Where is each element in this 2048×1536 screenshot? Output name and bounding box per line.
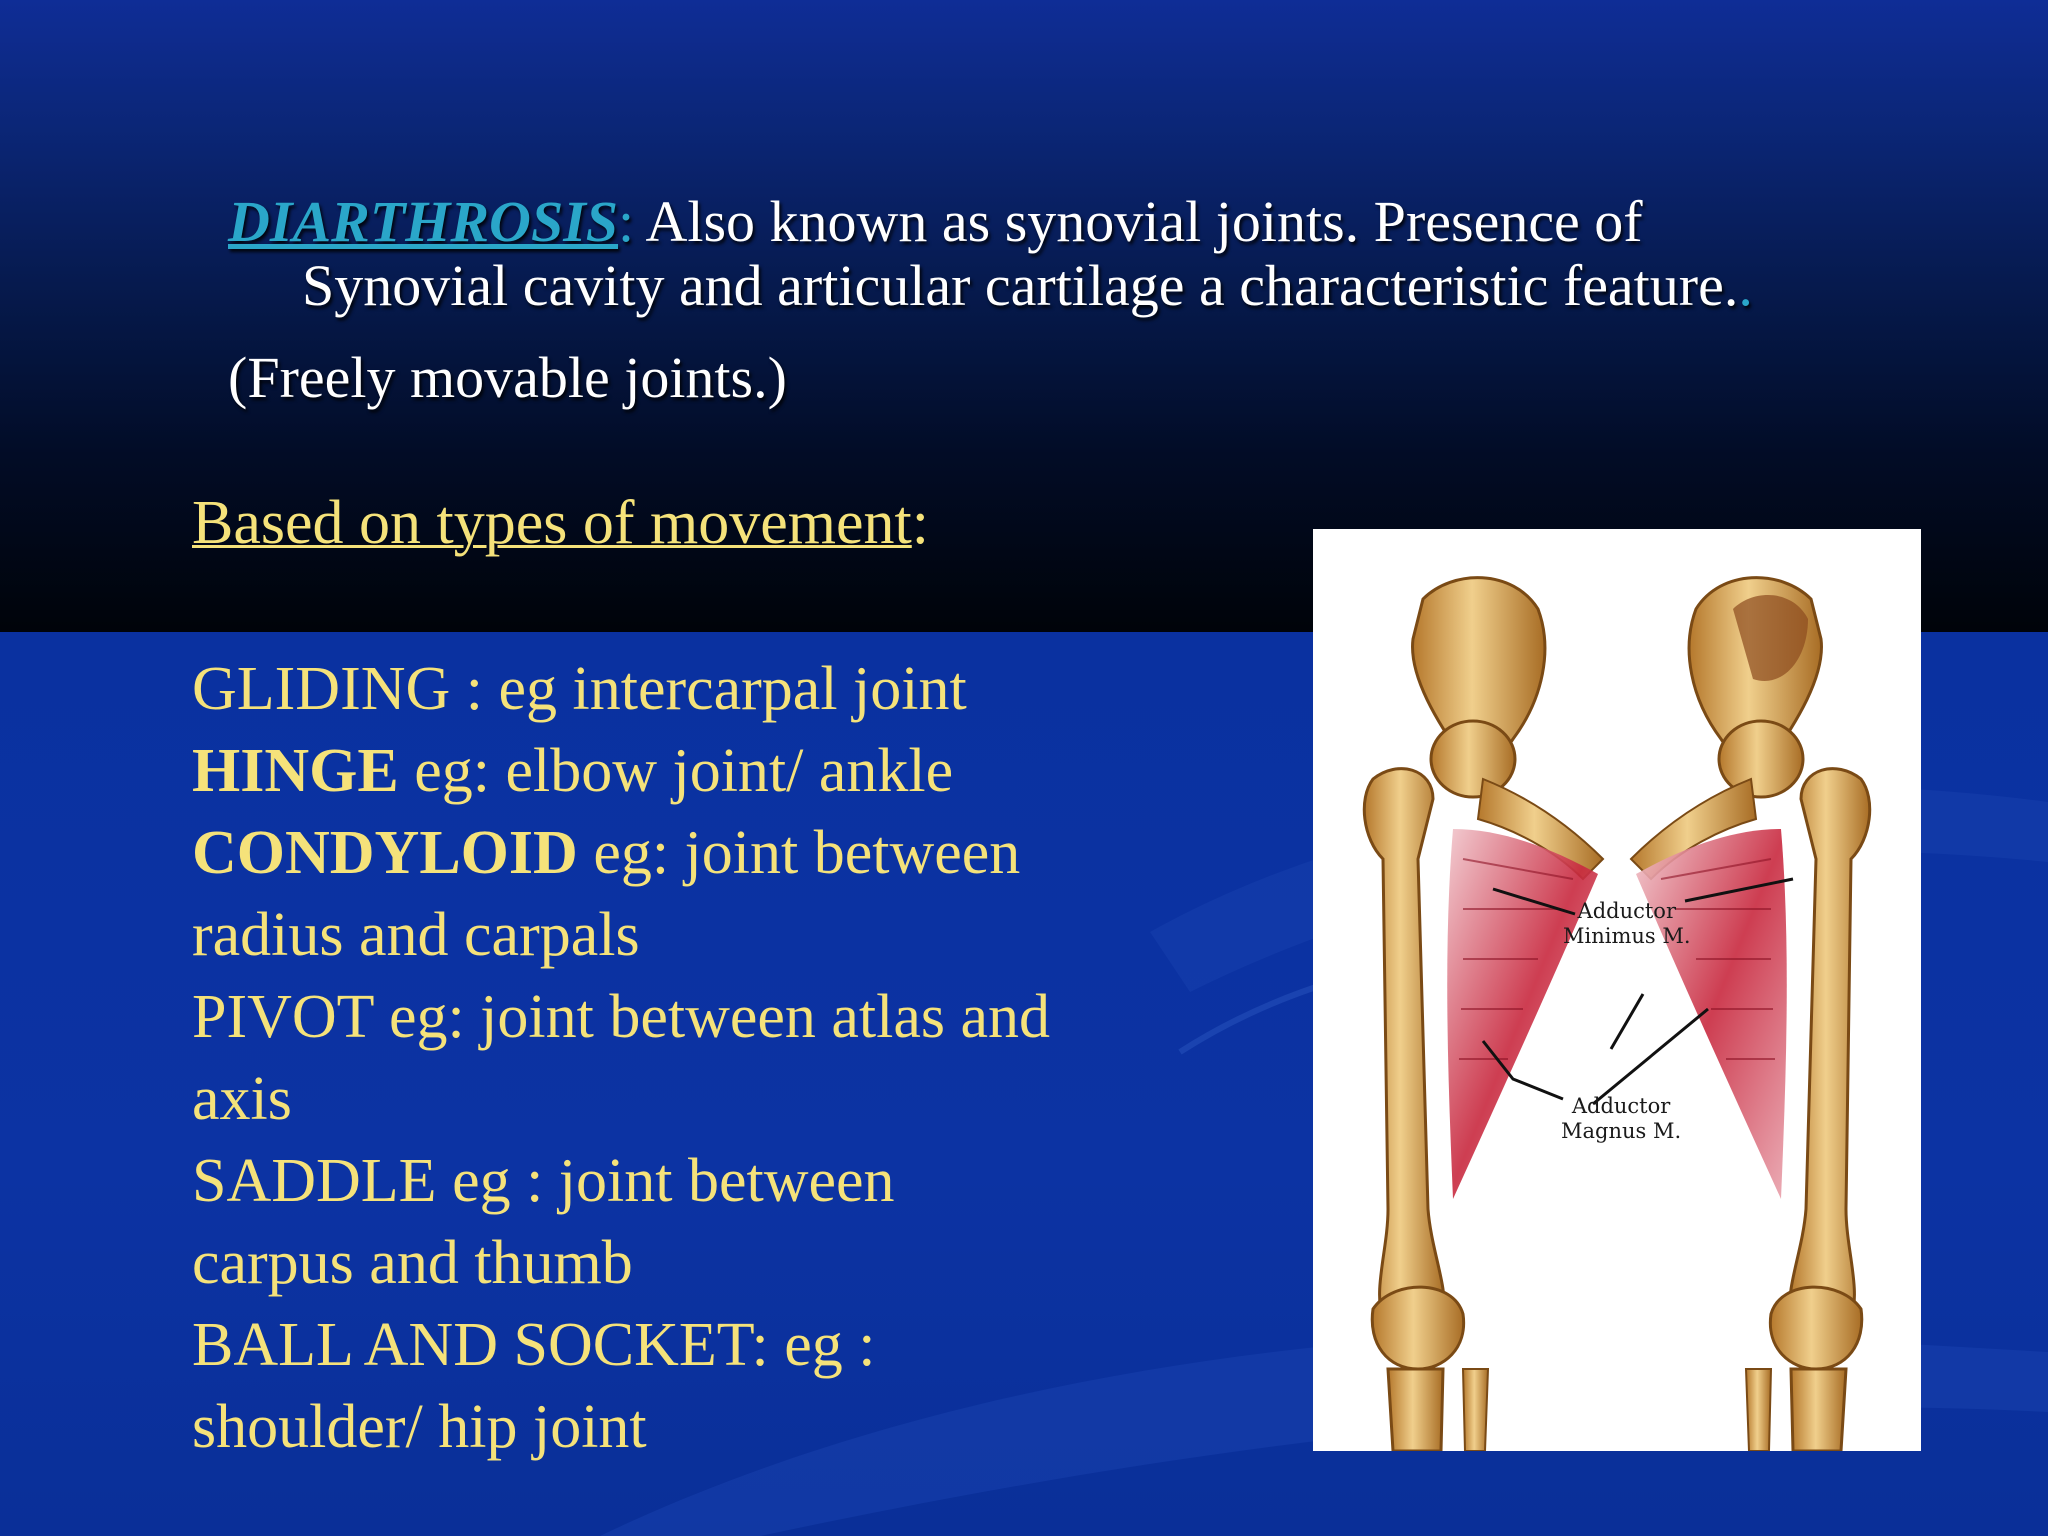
movement-item	[192, 1304, 1192, 1386]
movement-list	[192, 648, 1192, 1468]
movement-item-continuation: radius and carpals	[192, 901, 640, 969]
movement-item	[192, 812, 1192, 894]
label-adductor-minimus-line1: Adductor	[1577, 899, 1676, 923]
movement-item-continuation: axis	[192, 1065, 292, 1133]
movement-item	[192, 976, 1192, 1058]
term-colon: :	[618, 189, 635, 254]
movement-example: eg: elbow joint/ ankle	[398, 737, 954, 805]
movement-name: HINGE	[192, 737, 399, 805]
movement-item-continuation: carpus and thumb	[192, 1229, 633, 1297]
term-diarthrosis: DIARTHROSIS	[228, 189, 619, 254]
label-adductor-minimus	[1563, 899, 1691, 949]
label-adductor-magnus-line1: Adductor	[1571, 1094, 1671, 1118]
definition-line1: Also known as synovial joints. Presence of	[634, 189, 1643, 254]
movement-item	[192, 730, 1192, 812]
movement-name: PIVOT	[192, 983, 374, 1051]
movement-name: CONDYLOID	[192, 819, 578, 887]
movement-item	[192, 1140, 1192, 1222]
definition-note: (Freely movable joints.)	[228, 345, 787, 410]
hip-adductor-illustration	[1313, 529, 1921, 1451]
hip-bones-drawing	[1313, 529, 1921, 1451]
movement-subheading	[192, 488, 929, 558]
label-adductor-magnus-line2: Magnus M.	[1561, 1119, 1682, 1143]
movement-example: eg: joint between	[577, 819, 1021, 887]
movement-name: BALL AND SOCKET	[192, 1311, 752, 1379]
movement-name: GLIDING	[192, 655, 451, 723]
movement-subheading-text: Based on types of movement	[192, 489, 912, 557]
label-adductor-magnus	[1561, 1094, 1681, 1144]
movement-item-continuation: shoulder/ hip joint	[192, 1393, 647, 1461]
definition-trailing-dot: .	[1738, 253, 1753, 318]
movement-example: eg: joint between atlas and	[373, 983, 1051, 1051]
movement-item	[192, 648, 1192, 730]
movement-name: SADDLE	[192, 1147, 437, 1215]
movement-example: : eg intercarpal joint	[450, 655, 967, 723]
definition-text	[228, 190, 1938, 318]
movement-example: : eg :	[751, 1311, 876, 1379]
movement-example: eg : joint between	[436, 1147, 895, 1215]
movement-subheading-colon: :	[911, 489, 929, 557]
definition-line2: Synovial cavity and articular cartilage a characteristic feature.	[302, 253, 1739, 318]
label-adductor-minimus-line2: Minimus M.	[1563, 924, 1691, 948]
